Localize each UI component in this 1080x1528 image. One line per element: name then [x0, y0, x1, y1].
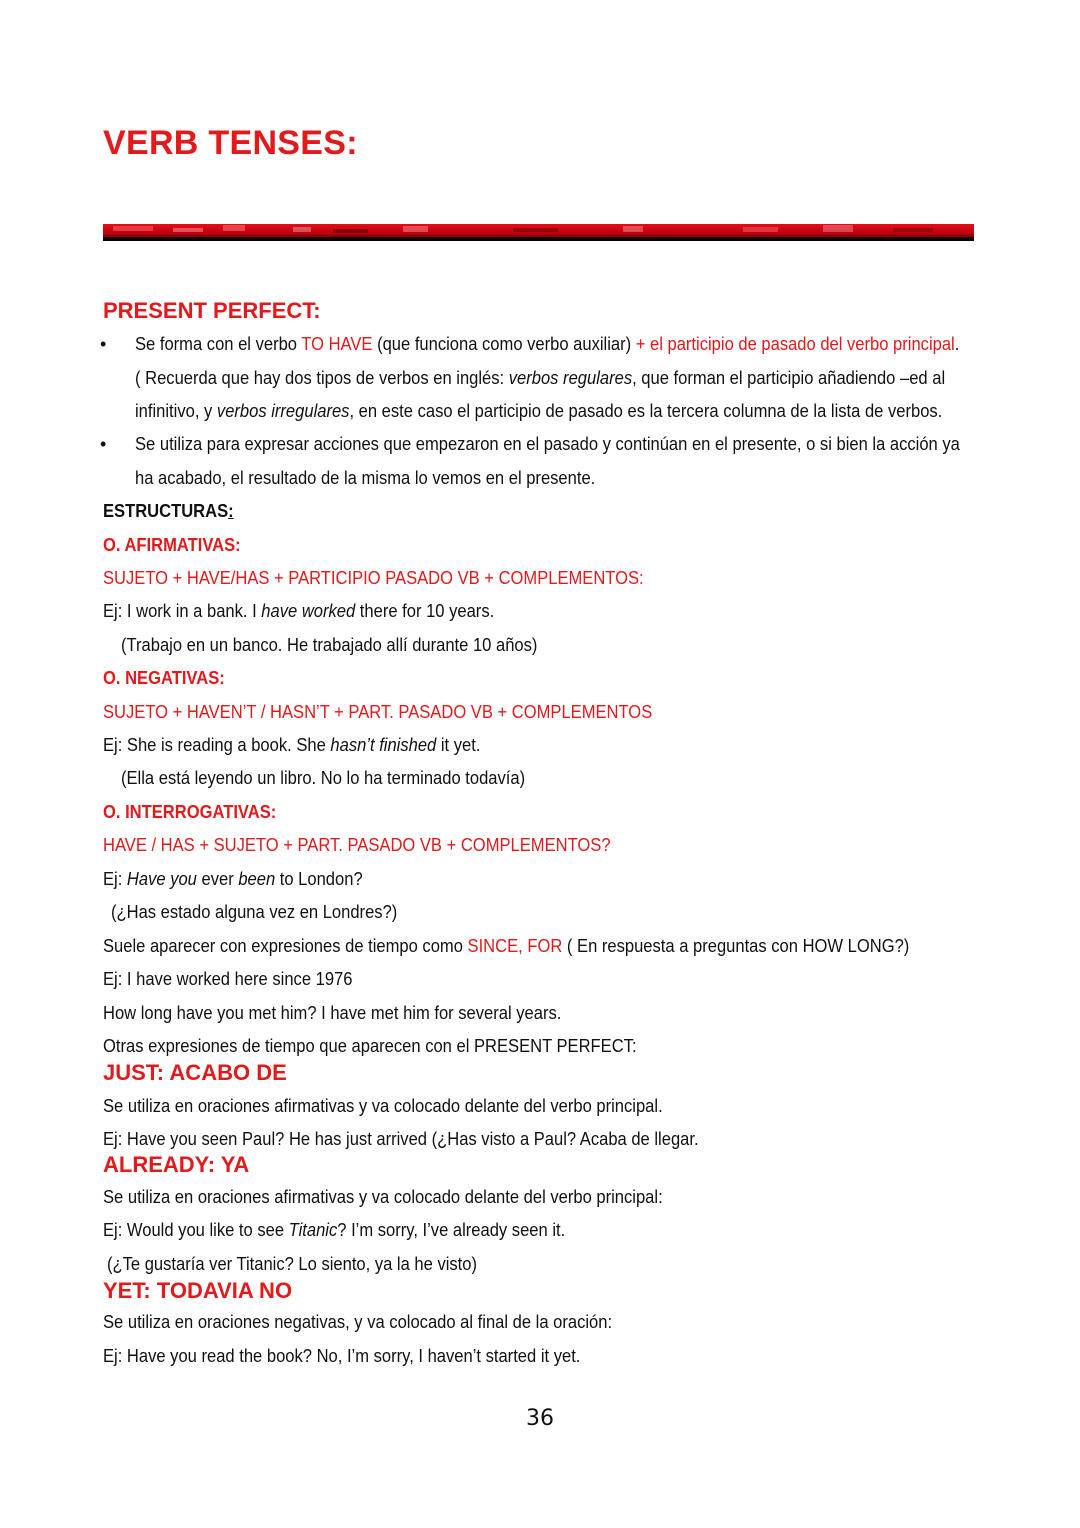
other-expressions: Otras expresiones de tiempo que aparecen con el PRESENT PERFECT: [103, 1036, 637, 1056]
already-heading: ALREADY: YA [103, 1152, 250, 1177]
yet-heading: YET: TODAVIA NO [103, 1278, 293, 1303]
bullet-marker: • [100, 334, 107, 354]
afirmativas-translation: (Trabajo en un banco. He trabajado allí durante 10 años) [121, 635, 538, 655]
negativas-translation: (Ella está leyendo un libro. No lo ha terminado todavía) [121, 768, 526, 788]
bullet1-line3: infinitivo, y verbos irregulares, en este caso el participio de pasado es la tercera columna de la lista de verbos. [135, 401, 943, 421]
page-number: 36 [526, 1406, 554, 1431]
bullet2-line1: Se utiliza para expresar acciones que empezaron en el pasado y continúan en el presente, o si bien la acción ya [135, 434, 960, 454]
just-heading: JUST: ACABO DE [103, 1060, 287, 1085]
negativas-heading: O. NEGATIVAS: [103, 668, 225, 688]
since-example: Ej: I have worked here since 1976 [103, 969, 353, 989]
yet-desc: Se utiliza en oraciones negativas, y va colocado al final de la oración: [103, 1312, 613, 1332]
just-desc: Se utiliza en oraciones afirmativas y va colocado delante del verbo principal. [103, 1096, 663, 1116]
how-long-example: How long have you met him? I have met him for several years. [103, 1003, 562, 1023]
bullet-marker: • [100, 434, 107, 454]
yet-example: Ej: Have you read the book? No, I’m sorry, I haven’t started it yet. [103, 1346, 581, 1366]
page-title: VERB TENSES: [103, 124, 358, 162]
bullet1-line2: ( Recuerda que hay dos tipos de verbos en inglés: verbos regulares, que forman el participio añadiendo –ed al [135, 368, 946, 388]
negativas-formula: SUJETO + HAVEN’T / HASN’T + PART. PASADO VB + COMPLEMENTOS [103, 702, 653, 722]
interrogativas-formula: HAVE / HAS + SUJETO + PART. PASADO VB + COMPLEMENTOS? [103, 835, 611, 855]
since-for-line: Suele aparecer con expresiones de tiempo como SINCE, FOR ( En respuesta a preguntas con HOW LONG?) [103, 936, 910, 956]
afirmativas-formula: SUJETO + HAVE/HAS + PARTICIPIO PASADO VB + COMPLEMENTOS: [103, 568, 644, 588]
bullet2-line2: ha acabado, el resultado de la misma lo vemos en el presente. [135, 468, 596, 488]
interrogativas-example: Ej: Have you ever been to London? [103, 869, 363, 889]
already-translation: (¿Te gustaría ver Titanic? Lo siento, ya la he visto) [107, 1254, 478, 1274]
negativas-example: Ej: She is reading a book. She hasn’t finished it yet. [103, 735, 481, 755]
afirmativas-heading: O. AFIRMATIVAS: [103, 535, 241, 555]
already-desc: Se utiliza en oraciones afirmativas y va colocado delante del verbo principal: [103, 1187, 663, 1207]
interrogativas-heading: O. INTERROGATIVAS: [103, 802, 277, 822]
already-example: Ej: Would you like to see Titanic? I’m sorry, I’ve already seen it. [103, 1220, 566, 1240]
section-title: PRESENT PERFECT: [103, 298, 321, 323]
decorative-banner [103, 224, 974, 241]
bullet1-line1: Se forma con el verbo TO HAVE (que funciona como verbo auxiliar) + el participio de pasado del verbo principal. [135, 334, 960, 354]
just-example: Ej: Have you seen Paul? He has just arrived (¿Has visto a Paul? Acaba de llegar. [103, 1129, 699, 1149]
interrogativas-translation: (¿Has estado alguna vez en Londres?) [111, 902, 398, 922]
estructuras-label: ESTRUCTURAS: [103, 501, 234, 521]
afirmativas-example: Ej: I work in a bank. I have worked there for 10 years. [103, 601, 495, 621]
